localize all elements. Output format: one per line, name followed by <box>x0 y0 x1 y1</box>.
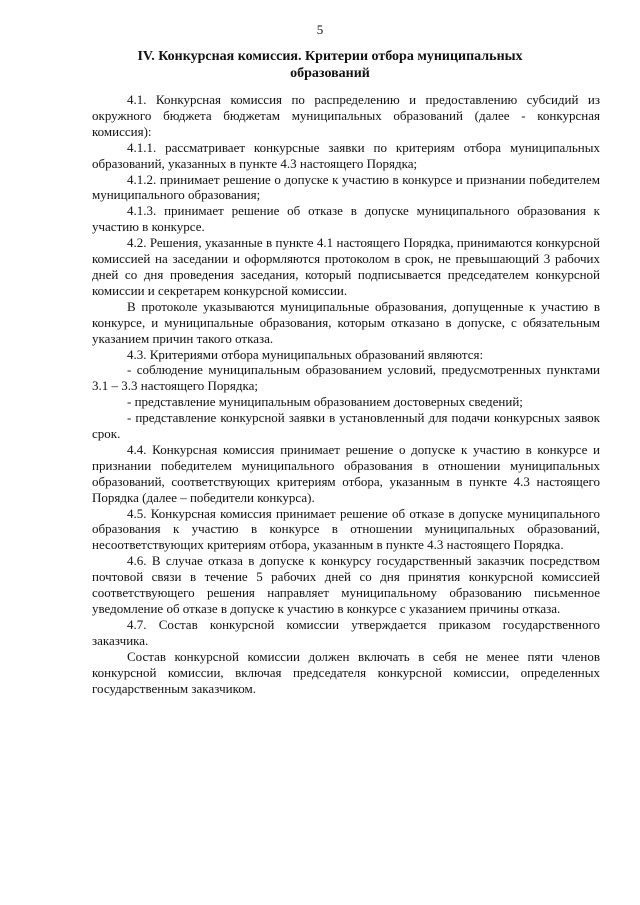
paragraph: 4.4. Конкурсная комиссия принимает решение о допуске к участию в конкурсе и признании победителем муниципального образования в отношении муниципальных образований, соответствующих критериям отбора, указанным в пункте 4.3 настоящего Порядка (далее – победители конкурса). <box>92 441 600 505</box>
paragraph: В протоколе указываются муниципальные образования, допущенные к участию в конкурсе, и муниципальные образования, которым отказано в допуске, с обязательным указанием причин такого отказа. <box>92 298 600 346</box>
section-title-line: образований <box>290 66 370 81</box>
paragraph: 4.1.2. принимает решение о допуске к участию в конкурсе и признании победителем муниципального образования; <box>92 171 600 203</box>
bullet-item: - представление муниципальным образованием достоверных сведений; <box>127 394 523 410</box>
paragraph: 4.6. В случае отказа в допуске к конкурсу государственный заказчик посредством почтовой связи в течение 5 рабочих дней со дня принятия конкурсной комиссией соответствующего решения направляет муниципальному образованию письменное уведомление об отказе в допуске к участию в конкурсе с указанием причины отказа. <box>92 553 600 616</box>
page-number: 5 <box>316 22 324 37</box>
paragraph: 4.2. Решения, указанные в пункте 4.1 настоящего Порядка, принимаются конкурсной комиссией на заседании и оформляются протоколом в срок, не превышающий 3 рабочих дней со дня проведения заседания, который подписывается председателем конкурсной комиссии и секретарем конкурсной комиссии. <box>92 235 600 298</box>
paragraph: 4.1.3. принимает решение об отказе в допуске муниципального образования к участию в конкурсе. <box>92 203 600 235</box>
paragraph: 4.1. Конкурсная комиссия по распределению и предоставлению субсидий из окружного бюджета бюджетам муниципальных образований (далее - конкурсная комиссия): <box>92 92 600 139</box>
paragraph: 4.1.1. рассматривает конкурсные заявки по критериям отбора муниципальных образований, указанных в пункте 4.3 настоящего Порядка; <box>92 139 600 171</box>
paragraph: 4.7. Состав конкурсной комиссии утверждается приказом государственного заказчика. <box>92 616 600 648</box>
document-body <box>92 92 600 696</box>
bullet-item: - представление конкурсной заявки в установленный для подачи конкурсных заявок срок. <box>92 410 600 442</box>
section-title-line: IV. Конкурсная комиссия. Критерии отбора муниципальных <box>137 49 523 64</box>
section-title <box>120 48 540 82</box>
bullet-item: - соблюдение муниципальным образованием условий, предусмотренных пунктами 3.1 – 3.3 настоящего Порядка; <box>92 362 600 394</box>
paragraph: 4.5. Конкурсная комиссия принимает решение об отказе в допуске муниципального образования к участию в конкурсе в отношении муниципальных образований, несоответствующих критериям отбора, указанным в пункте 4.3 настоящего Порядка. <box>92 505 600 553</box>
paragraph: Состав конкурсной комиссии должен включать в себя не менее пяти членов конкурсной комиссии, включая председателя конкурсной комиссии, определенных государственным заказчиком. <box>92 648 600 696</box>
paragraph: 4.3. Критериями отбора муниципальных образований являются: <box>127 346 484 362</box>
